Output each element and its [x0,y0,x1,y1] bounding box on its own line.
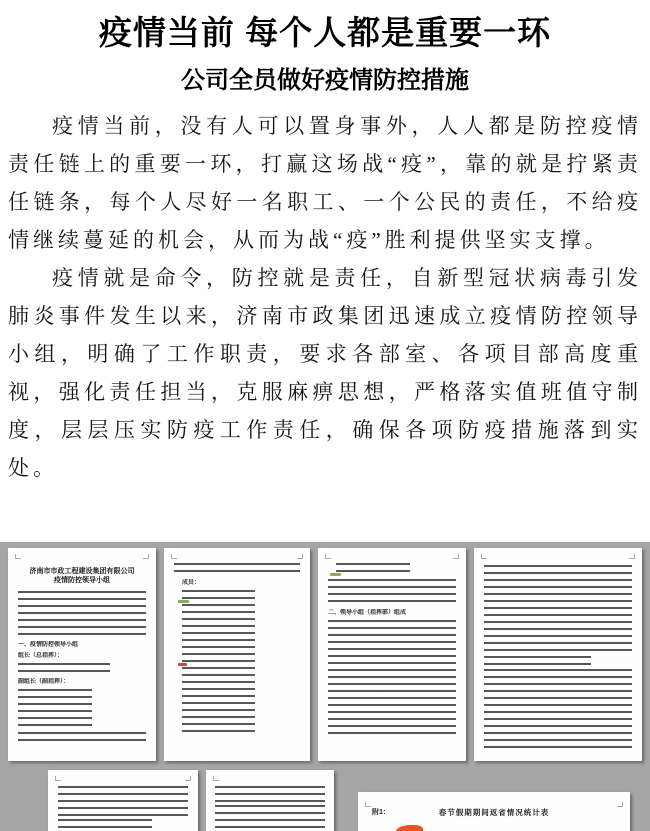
thumb1-org-title-line2: 疫情防控领导小组 [54,577,110,584]
attachments-screenshot [0,542,650,831]
margin-mark-icon [185,776,191,781]
doc-body [0,107,650,487]
highlight-mark [178,663,187,666]
margin-mark-icon [15,554,21,559]
thumb3-text-lines [328,620,456,738]
margin-mark-icon [629,554,635,559]
thumb1-text-lines [18,591,146,638]
thumb1-text-lines [18,732,146,743]
thumb2-name-list-lines [182,590,255,735]
thumb3-text-lines [336,563,410,576]
thumb2-text-lines [174,563,300,576]
thumb1-text-lines [18,663,110,675]
paragraph-1: 疫情当前，没有人可以置身事外，人人都是防控疫情责任链上的重要一环，打赢这场战“疫”，靠的就是拧紧责任链条，每个人尽好一名职工、一个公民的责任，不给疫情继续蔓延的机会，从而为战“疫”胜利提供坚实支撑。 [8,114,642,252]
margin-mark-icon [213,776,219,781]
thumb4-text-lines [484,565,632,653]
thumb7-attachment-label: 附1： [372,809,390,816]
margin-mark-icon [55,776,61,781]
thumb1-text-lines [18,689,92,729]
page-thumbnail-1 [8,548,156,761]
document-page [0,11,650,831]
thumb7-table-title: 春节假期期间返省情况统计表 [438,808,550,817]
thumb1-leader-label: 组长（总指挥）： [18,653,64,659]
margin-mark-icon [325,554,331,559]
margin-mark-icon [143,554,149,559]
thumb4-text-lines [484,656,591,666]
thumb1-section-heading: 一、疫情防控领导小组 [18,642,79,648]
page-thumbnail-4 [474,548,642,761]
page-thumbnail-5 [48,770,198,831]
page-thumbnail-6 [206,770,334,831]
paragraph-2: 疫情就是命令，防控就是责任，自新型冠状病毒引发肺炎事件发生以来，济南市政集团迅速成立疫情防控领导小组，明确了工作职责，要求各部室、各项目部高度重视，强化责任担当，克服麻痹思想，严格落实值班值守制度，层层压实防疫工作责任，确保各项防疫措施落到实处。 [8,266,642,480]
page-thumbnail-2 [164,548,310,761]
page-thumbnail-3 [318,548,466,761]
page-thumbnail-7 [358,792,630,831]
doc-subtitle: 公司全员做好疫情防控措施 [181,68,469,94]
thumb1-org-title-line1: 济南市市政工程建设集团有限公司 [29,568,135,575]
thumb3-section-heading: 二、领导小组（指挥部）组成 [328,610,407,616]
doc-title: 疫情当前 每个人都是重要一环 [98,14,552,51]
thumb5-text-lines [58,819,152,828]
margin-mark-icon [481,554,487,559]
thumb1-org-title [18,567,146,585]
margin-mark-icon [171,554,177,559]
thumb6-text-lines [215,786,325,802]
thumb3-text-lines [328,579,456,606]
orange-swoosh-decoration [396,824,424,831]
highlight-mark [178,600,189,603]
thumb4-text-lines [484,669,632,751]
thumb5-text-lines [58,786,188,816]
highlight-mark [330,573,341,576]
thumb1-deputy-label: 副组长（副指挥）： [18,679,70,685]
margin-mark-icon [297,554,303,559]
margin-mark-icon [453,554,459,559]
thumb2-members-label: 成员： [182,580,201,586]
thumb6-text-lines [215,805,325,831]
